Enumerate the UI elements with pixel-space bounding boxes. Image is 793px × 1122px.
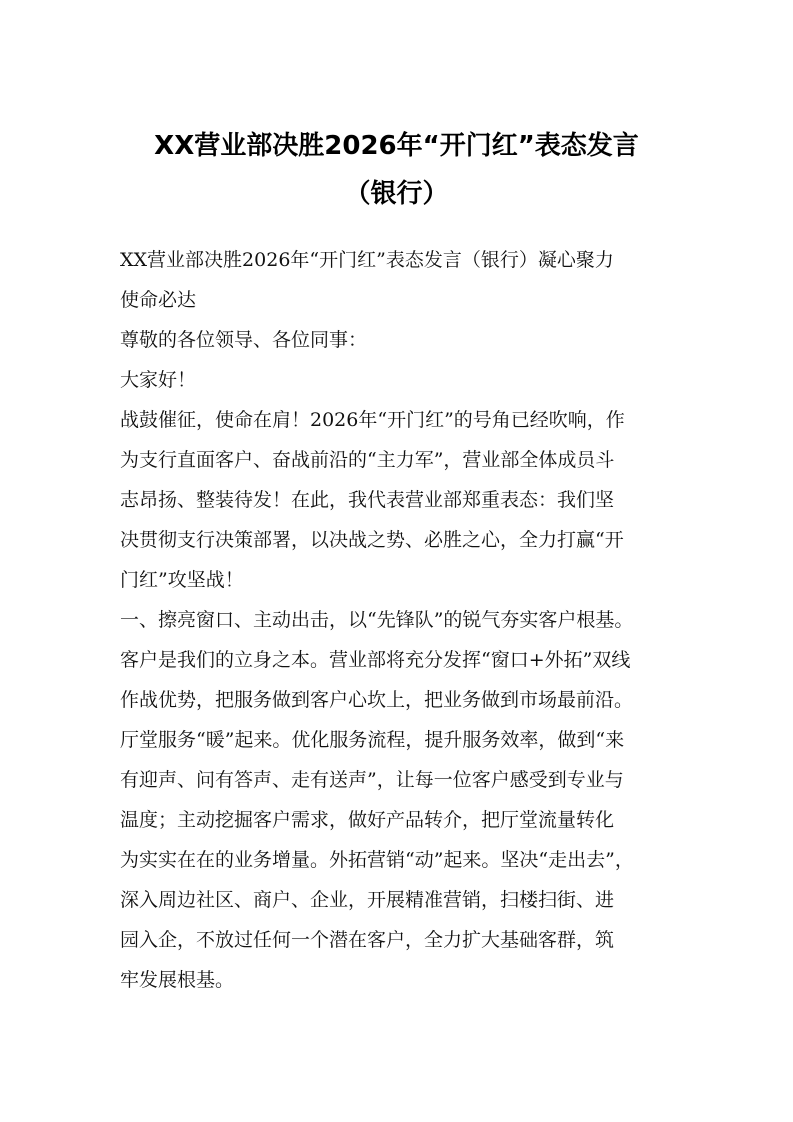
body-line: 使命必达 (120, 289, 197, 311)
document-body (120, 240, 680, 1000)
body-line: 为支行直面客户、奋战前沿的“主力军”，营业部全体成员斗 (120, 449, 615, 471)
body-line: 志昂扬、整装待发！在此，我代表营业部郑重表态：我们坚 (120, 489, 615, 511)
body-line: 深入周边社区、商户、企业，开展精准营销，扫楼扫街、进 (120, 889, 615, 911)
body-line: 一、擦亮窗口、主动出击，以“先锋队”的锐气夯实客户根基。 (120, 609, 634, 631)
body-line: 大家好！ (120, 369, 197, 391)
body-line: 尊敬的各位领导、各位同事： (120, 329, 368, 351)
body-line: 温度；主动挖掘客户需求，做好产品转介，把厅堂流量转化 (120, 809, 615, 831)
body-line: XX营业部决胜2026年“开门红”表态发言（银行）凝心聚力 (120, 249, 614, 271)
body-line: 战鼓催征，使命在肩！2026年“开门红”的号角已经吹响，作 (120, 409, 625, 431)
body-line: 作战优势，把服务做到客户心坎上，把业务做到市场最前沿。 (120, 689, 634, 711)
body-line: 门红”攻坚战！ (120, 569, 244, 591)
document-title: XX营业部决胜2026年“开门红”表态发言 (154, 131, 639, 161)
body-line: 厅堂服务“暖”起来。优化服务流程，提升服务效率，做到“来 (120, 729, 625, 751)
body-line: 牢发展根基。 (120, 969, 235, 991)
body-line: 客户是我们的立身之本。营业部将充分发挥“窗口+外拓”双线 (120, 649, 631, 671)
body-line: 决贯彻支行决策部署，以决战之势、必胜之心，全力打赢“开 (120, 529, 624, 551)
document-subtitle: （银行） (344, 179, 449, 209)
body-line: 为实实在在的业务增量。外拓营销“动”起来。坚决“走出去”， (120, 849, 634, 871)
body-line: 有迎声、问有答声、走有送声”，让每一位客户感受到专业与 (120, 769, 624, 791)
body-line: 园入企，不放过任何一个潜在客户，全力扩大基础客群，筑 (120, 929, 615, 951)
